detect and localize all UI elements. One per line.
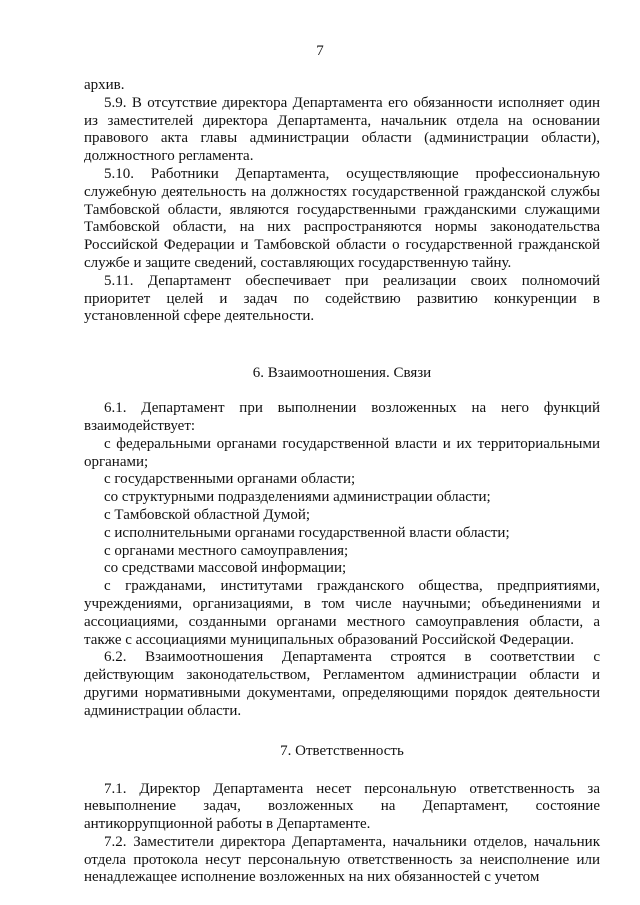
paragraph-archive-end: архив. [84,77,125,93]
paragraph-5-11: 5.11. Департамент обеспечивает при реализации своих полномочий приоритет целей и задач по содействию развитию конкуренции в установленной сфере деятельности. [84,272,600,325]
paragraph-5-10: 5.10. Работники Департамента, осуществляющие профессиональную служебную деятельность на должностях государственной гражданской службы Тамбовской области, являются государственными гражданскими служащими Тамбовской области, на них распространяются нормы законодательства Российской Федерации и Тамбовской области о государственной гражданской службе и защите сведений, составляющих государственную тайну. [84,165,600,271]
list-item-state-bodies: с государственными органами области; [104,471,356,488]
section-heading-6: 6. Взаимоотношения. Связи [252,365,432,382]
document-body [84,77,600,887]
paragraph-7-1: 7.1. Директор Департамента несет персональную ответственность за невыполнение задач, возложенных на Департамент, состояние антикоррупционной работы в Департаменте. [84,780,600,833]
list-item-local-government: с органами местного самоуправления; [104,542,349,559]
list-item-federal-bodies: с федеральными органами государственной власти и их территориальными органами; [84,435,600,470]
paragraph-6-1: 6.1. Департамент при выполнении возложенных на него функций взаимодействует: [84,400,600,434]
list-item-mass-media: со средствами массовой информации; [104,560,347,577]
paragraph-6-2: 6.2. Взаимоотношения Департамента строятся в соответствии с действующим законодательством, Регламентом администрации области и другими нормативными документами, определяющими порядок деятельности администрации области. [84,649,600,719]
paragraph-5-9: 5.9. В отсутствие директора Департамента его обязанности исполняет один из заместителей директора Департамента, начальник отдела на основании правового акта главы администрации области (администрации области), должностного регламента. [84,94,600,165]
section-heading-7: 7. Ответственность [280,742,404,759]
paragraph-7-2: 7.2. Заместители директора Департамента, начальники отделов, начальник отдела протокола несут персональную ответственность за неисполнение или ненадлежащее исполнение возложенных на них обязанностей с учетом [84,833,600,886]
list-item-duma: с Тамбовской областной Думой; [104,506,311,523]
list-item-structural-divisions: со структурными подразделениями администрации области; [104,489,491,506]
list-item-citizens-institutions: с гражданами, институтами гражданского общества, предприятиями, учреждениями, организациями, в том числе научными; объединениями и ассоциациями, созданными органами местного самоуправления области, а также с ассоциациями муниципальных образований Российской Федерации. [84,578,600,648]
list-item-executive-bodies: с исполнительными органами государственной власти области; [104,524,510,541]
page-number: 7 [316,43,324,59]
